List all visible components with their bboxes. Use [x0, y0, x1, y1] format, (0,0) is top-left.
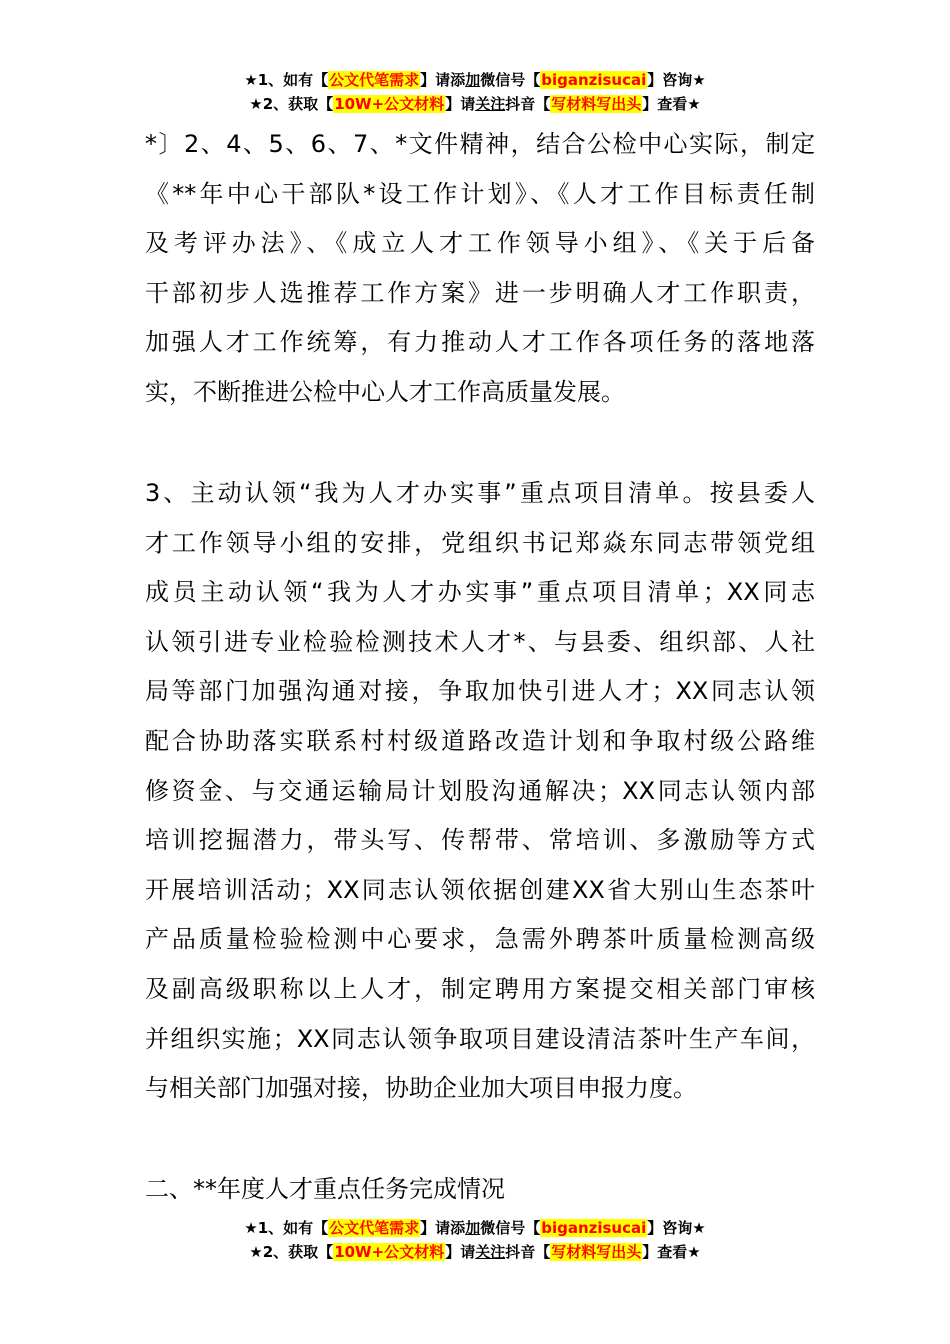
- banner-highlight: 写材料写出头: [551, 1243, 642, 1261]
- banner-text: 】查看★: [642, 95, 701, 113]
- text-line: *〕2、4、5、6、7、*文件精神，结合公检中心实际，制定: [145, 130, 815, 158]
- text-line: 并组织实施；XX同志认领争取项目建设清洁茶叶生产车间，: [145, 1024, 815, 1053]
- section-heading: [145, 1165, 815, 1215]
- banner-underline: 加: [465, 71, 481, 89]
- text-line: 认领引进专业检验检测技术人才*、与县委、组织部、人社: [145, 627, 815, 656]
- banner-text: 】请添: [420, 1219, 466, 1237]
- banner-highlight: 公文代笔需求: [329, 71, 420, 89]
- banner-text: ★2、获取【: [249, 95, 334, 113]
- banner-line-1: [0, 1216, 950, 1240]
- banner-text: 】查看★: [642, 1243, 701, 1261]
- heading-text: 二、**年度人才重点任务完成情况: [145, 1175, 505, 1203]
- banner-text: 微信号【: [480, 1219, 541, 1237]
- banner-text: 微信号【: [480, 71, 541, 89]
- banner-text: 】请: [445, 95, 476, 113]
- text-line: 《**年中心干部队*设工作计划》、《人才工作目标责任制: [145, 179, 815, 208]
- text-line: 修资金、与交通运输局计划股沟通解决；XX同志认领内部: [145, 776, 815, 805]
- banner-text: ★1、如有【: [244, 71, 329, 89]
- text-line: 实，不断推进公检中心人才工作高质量发展。: [145, 377, 625, 406]
- text-line: 配合协助落实联系村村级道路改造计划和争取村级公路维: [145, 726, 815, 755]
- banner-text: 】请添: [420, 71, 466, 89]
- text-line: 与相关部门加强对接，协助企业加大项目申报力度。: [145, 1074, 697, 1103]
- header-banner: [0, 68, 950, 116]
- banner-highlight: 写材料写出头: [551, 95, 642, 113]
- banner-text: 】咨询★: [647, 1219, 706, 1237]
- text-line: 开展培训活动；XX同志认领依据创建XX省大别山生态茶叶: [145, 875, 815, 904]
- banner-line-2: [0, 1240, 950, 1264]
- text-line: 加强人才工作统筹，有力推动人才工作各项任务的落地落: [145, 328, 815, 357]
- banner-text: 抖音【: [505, 1243, 551, 1261]
- text-line: 3、主动认领“我为人才办实事”重点项目清单。按县委人: [145, 479, 815, 507]
- paragraph-1: [145, 120, 815, 418]
- text-line: 干部初步人选推荐工作方案》进一步明确人才工作职责，: [145, 278, 815, 307]
- text-line: 成员主动认领“我为人才办实事”重点项目清单；XX同志: [145, 578, 815, 607]
- banner-highlight: 10W+公文材料: [334, 95, 445, 113]
- banner-highlight: 10W+公文材料: [334, 1243, 445, 1261]
- banner-text: 】请: [445, 1243, 476, 1261]
- banner-text: ★1、如有【: [244, 1219, 329, 1237]
- banner-text: 】咨询★: [647, 71, 706, 89]
- banner-highlight: 公文代笔需求: [329, 1219, 420, 1237]
- banner-underline: 加: [465, 1219, 481, 1237]
- banner-highlight: biganzisucai: [541, 71, 647, 89]
- banner-text: 抖音【: [505, 95, 551, 113]
- text-line: 及考评办法》、《成立人才工作领导小组》、《关于后备: [145, 229, 815, 258]
- banner-line-1: [0, 68, 950, 92]
- paragraph-2: [145, 469, 815, 1114]
- banner-text: ★2、获取【: [249, 1243, 334, 1261]
- banner-highlight: biganzisucai: [541, 1219, 647, 1237]
- text-line: 及副高级职称以上人才，制定聘用方案提交相关部门审核: [145, 974, 815, 1003]
- text-line: 培训挖掘潜力，带头写、传帮带、常培训、多激励等方式: [145, 826, 815, 855]
- banner-underline: 关注: [475, 1243, 506, 1261]
- text-line: 产品质量检验检测中心要求，急需外聘茶叶质量检测高级: [145, 925, 815, 954]
- footer-banner: [0, 1216, 950, 1264]
- text-line: 局等部门加强沟通对接，争取加快引进人才；XX同志认领: [145, 677, 815, 706]
- text-line: 才工作领导小组的安排，党组织书记郑焱东同志带领党组: [145, 528, 815, 557]
- banner-underline: 关注: [475, 95, 506, 113]
- banner-line-2: [0, 92, 950, 116]
